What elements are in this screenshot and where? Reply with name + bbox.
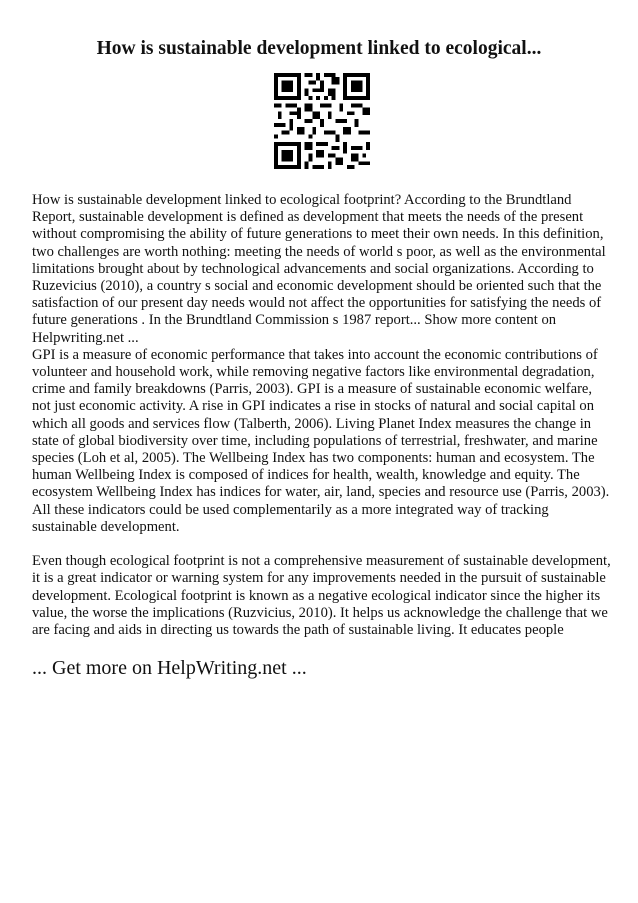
- get-more-link[interactable]: ... Get more on HelpWriting.net ...: [32, 657, 307, 679]
- paragraph: GPI is a measure of economic performance that takes into account the economic contributions of volunteer and household work, while removing negative factors like environmental degradation, crime and family breakdowns (Parris, 2003). GPI is a measure of sustainable economic welfare, not just economic activity. A rise in GPI indicates a rise in stocks of natural and social capital on which all goods and services flow (Talberth, 2006). Living Planet Index measures the change in state of global biodiversity over time, including populations of terrestrial, freshwater, and marine species (Loh et al, 2005). The Wellbeing Index has two components: human and ecosystem. The human Wellbeing Index is composed of indices for health, wealth, knowledge and equity. The ecosystem Wellbeing Index has indices for water, air, land, species and resource use (Parris, 2003). All these indicators could be used complementarily as a more integrated way of tracking sustainable development.: [32, 346, 610, 535]
- paragraph: How is sustainable development linked to ecological footprint? According to the Brundtland Report, sustainable development is defined as development that meets the needs of the present without compromising the ability of future generations to meet their own needs. In this definition, two challenges are worth nothing: meeting the needs of world s poor, as well as the environmental limitations brought about by technological advancements and social organizations. According to Ruzevicius (2010), a country s social and economic development should be oriented such that the satisfaction of our present day needs would not affect the opportunities for satisfying the needs of future generations . In the Brundtland Commission s 1987 report... Show more content on Helpwriting.net ...: [32, 192, 606, 346]
- document-body: [32, 192, 614, 639]
- qr-code-icon: [274, 73, 370, 169]
- document-title: How is sustainable development linked to ecological...: [96, 38, 542, 59]
- paragraph: Even though ecological footprint is not a comprehensive measurement of sustainable development, it is a great indicator or warning system for any improvements needed in the pursuit of sustainable development. Ecological footprint is known as a negative ecological indicator since the higher its value, the worse the implications (Ruzvicius, 2010). It helps us acknowledge the challenge that we are facing and aids in directing us towards the path of sustainable living. It educates people: [32, 553, 611, 639]
